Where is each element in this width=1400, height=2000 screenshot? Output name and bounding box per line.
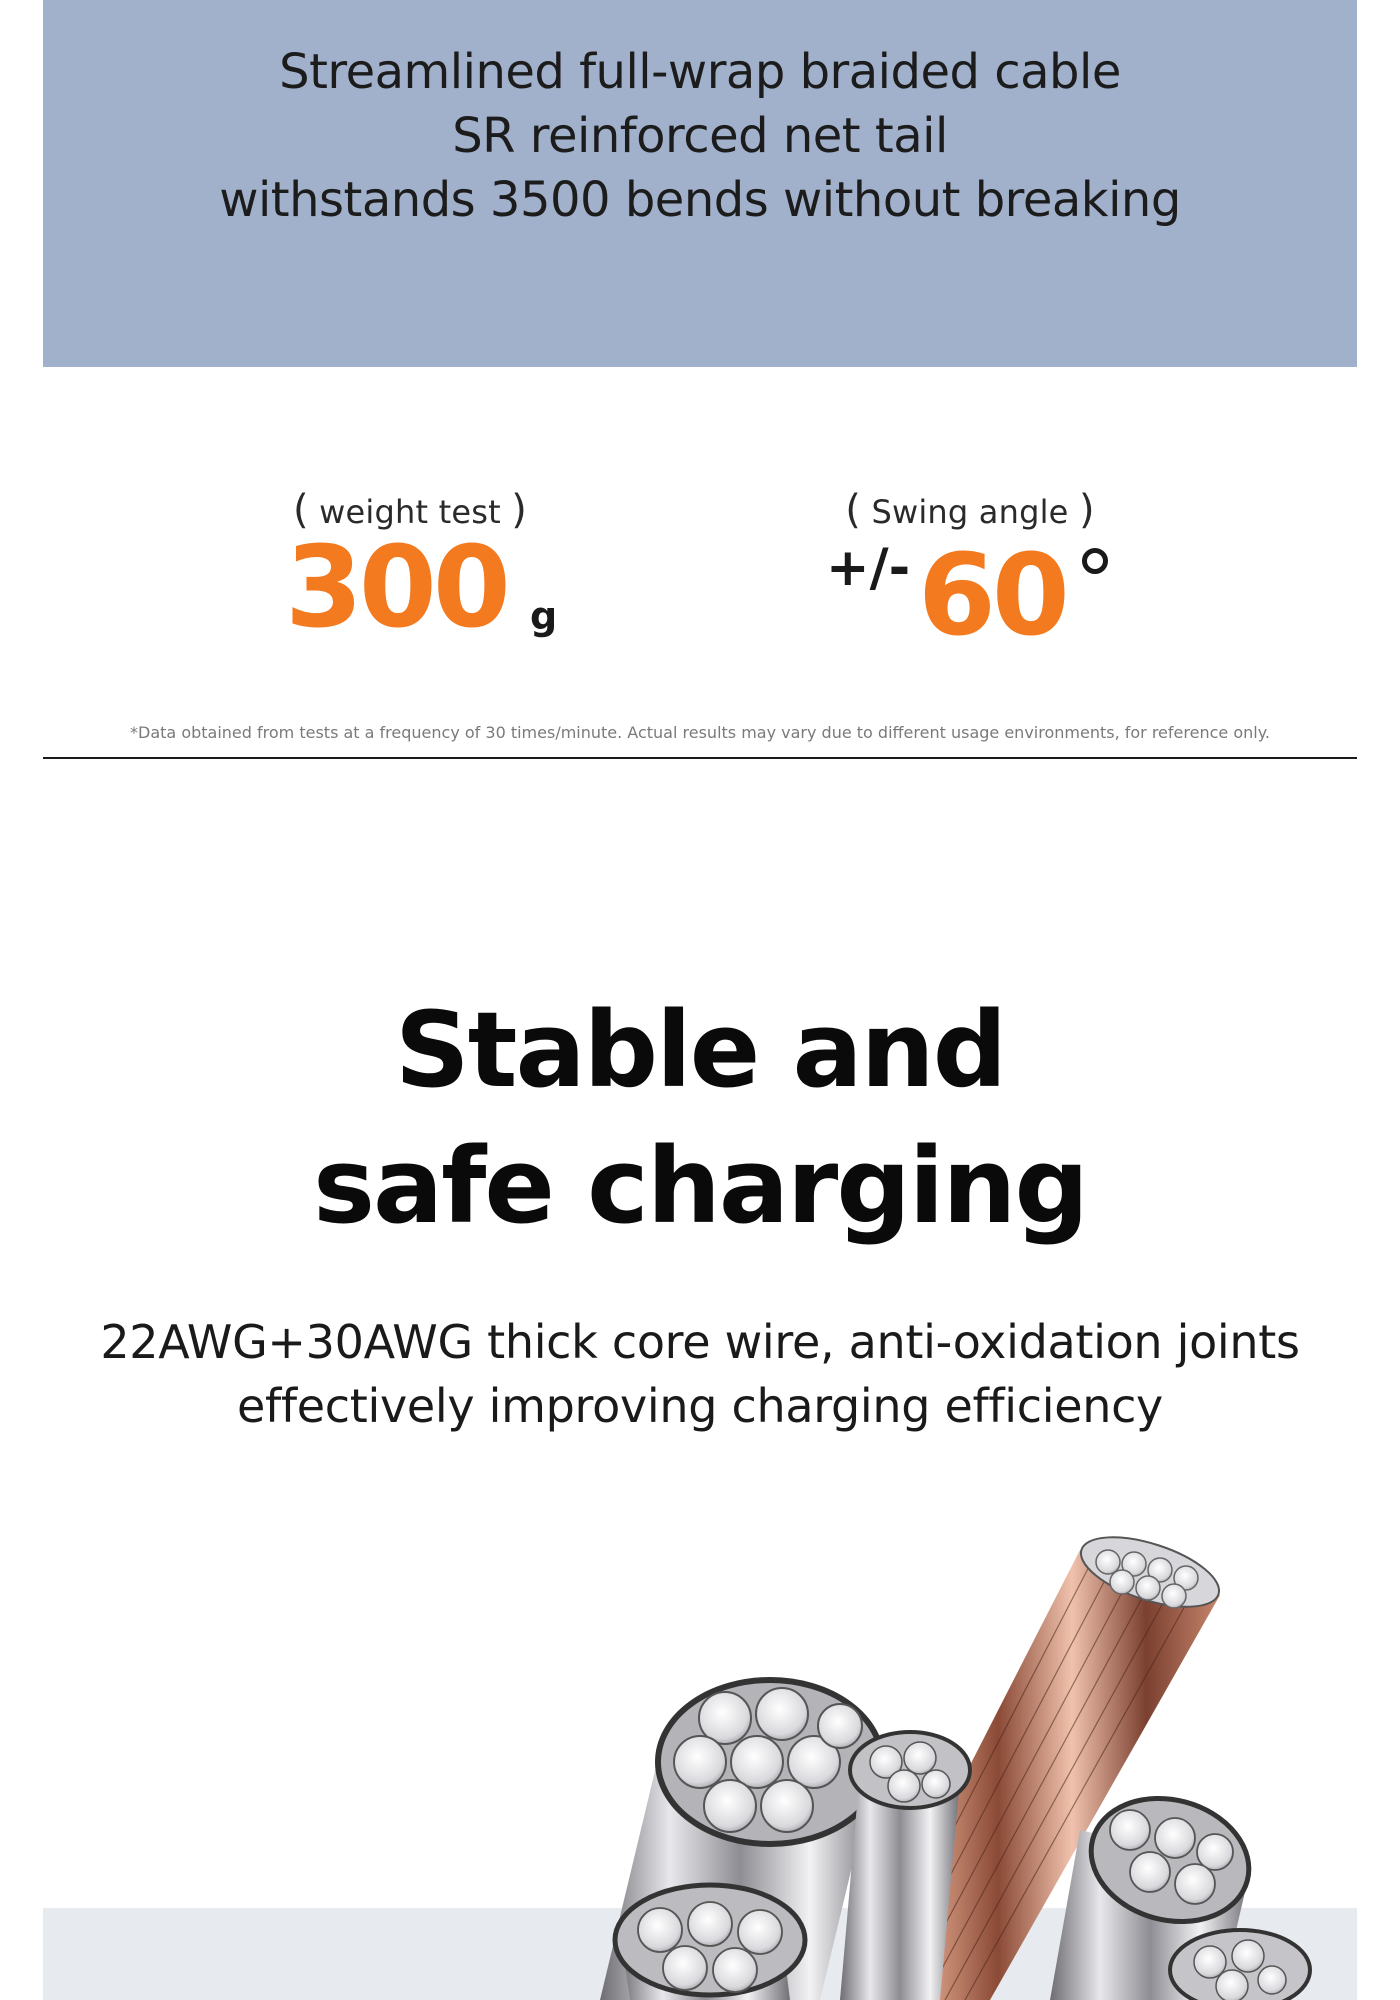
headline-line-1: Stable and bbox=[394, 989, 1006, 1111]
subtext-line-1: 22AWG+30AWG thick core wire, anti-oxidation joints bbox=[100, 1315, 1300, 1369]
headline-line-2: safe charging bbox=[313, 1125, 1087, 1247]
section-divider bbox=[43, 757, 1357, 759]
banner-line-1: Streamlined full-wrap braided cable bbox=[279, 44, 1121, 100]
banner-line-3: withstands 3500 bends without breaking bbox=[219, 172, 1181, 228]
stat-weight-label: ( weight test ) bbox=[292, 487, 528, 533]
stat-swing-label: ( Swing angle ) bbox=[845, 487, 1095, 533]
wire-core-illustration bbox=[0, 1500, 1400, 2000]
degree-symbol bbox=[1082, 548, 1108, 574]
stat-swing-prefix: +/- bbox=[826, 538, 911, 598]
feature-banner bbox=[43, 0, 1357, 367]
subtext-line-2: effectively improving charging efficiency bbox=[237, 1379, 1163, 1433]
banner-line-2: SR reinforced net tail bbox=[452, 108, 948, 164]
stat-weight-value: 300 bbox=[285, 523, 507, 653]
stat-weight-unit: g bbox=[530, 594, 558, 638]
test-footnote: *Data obtained from tests at a frequency of 30 times/minute. Actual results may vary due to different usage environments, for reference only. bbox=[130, 723, 1270, 742]
stat-swing-value: 60 bbox=[918, 531, 1066, 661]
